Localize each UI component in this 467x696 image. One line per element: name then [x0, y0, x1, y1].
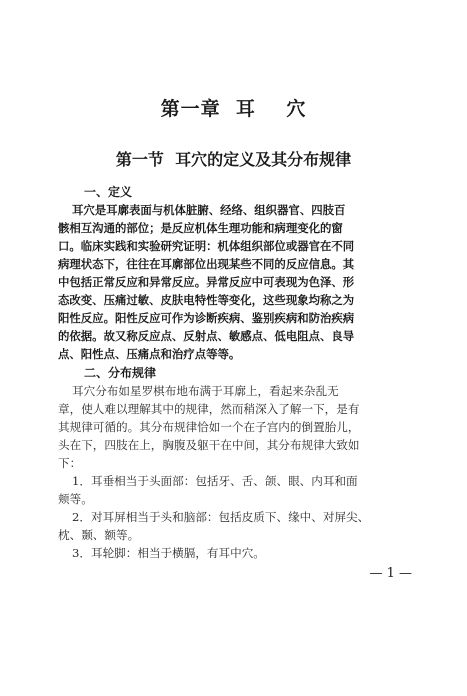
definition-line: 的依据。故又称反应点、反射点、敏感点、低电阻点、良导: [58, 329, 355, 343]
definition-line: 阳性反应。阳性反应可作为诊断疾病、鉴别疾病和防治疾病: [58, 311, 355, 325]
definition-line: 病理状态下，往往在耳廓部位出现某些不同的反应信息。其: [58, 257, 355, 271]
list-item-line: 颊等。: [58, 492, 93, 506]
sub-heading-distribution: 二、分布规律: [84, 366, 157, 380]
chapter-title: 第一章 耳 穴: [160, 98, 307, 120]
distribution-line: 头在下，四肢在上，胸腹及躯干在中间，其分布规律大致如: [58, 438, 360, 452]
list-item-line: 3．耳轮脚：相当于横膈，有耳中穴。: [72, 546, 265, 560]
list-item-line: 1．耳垂相当于头面部：包括牙、舌、颌、眼、内耳和面: [72, 474, 358, 488]
definition-line: 点、阳性点、压痛点和治疗点等等。: [58, 347, 241, 361]
list-item-line: 2．对耳屏相当于头和脑部：包括皮质下、缘中、对屏尖、: [72, 510, 370, 524]
distribution-line: 章，使人难以理解其中的规律，然而稍深入了解一下，是有: [58, 402, 360, 416]
list-item-line: 枕、颞、额等。: [58, 528, 140, 542]
sub-heading-definition: 一、定义: [84, 185, 133, 199]
definition-line: 口。临床实践和实验研究证明：机体组织部位或器官在不同: [58, 239, 355, 253]
definition-line: 中包括正常反应和异常反应。异常反应中可表现为色泽、形: [58, 275, 355, 289]
section-title: 第一节 耳穴的定义及其分布规律: [115, 150, 352, 169]
definition-line: 耳穴是耳廓表面与机体脏腑、经络、组织器官、四肢百: [72, 203, 346, 217]
distribution-line: 耳穴分布如星罗棋布地布满于耳廓上，看起来杂乱无: [72, 384, 339, 398]
distribution-line: 其规律可循的。其分布规律恰如一个在子宫内的倒置胎儿，: [58, 420, 360, 434]
distribution-line: 下：: [58, 456, 82, 470]
page-number: — 1 —: [369, 566, 412, 581]
definition-line: 态改变、压痛过敏、皮肤电特性等变化，这些现象均称之为: [58, 293, 355, 307]
definition-line: 骸相互沟通的部位；是反应机体生理功能和病理变化的窗: [58, 221, 343, 235]
